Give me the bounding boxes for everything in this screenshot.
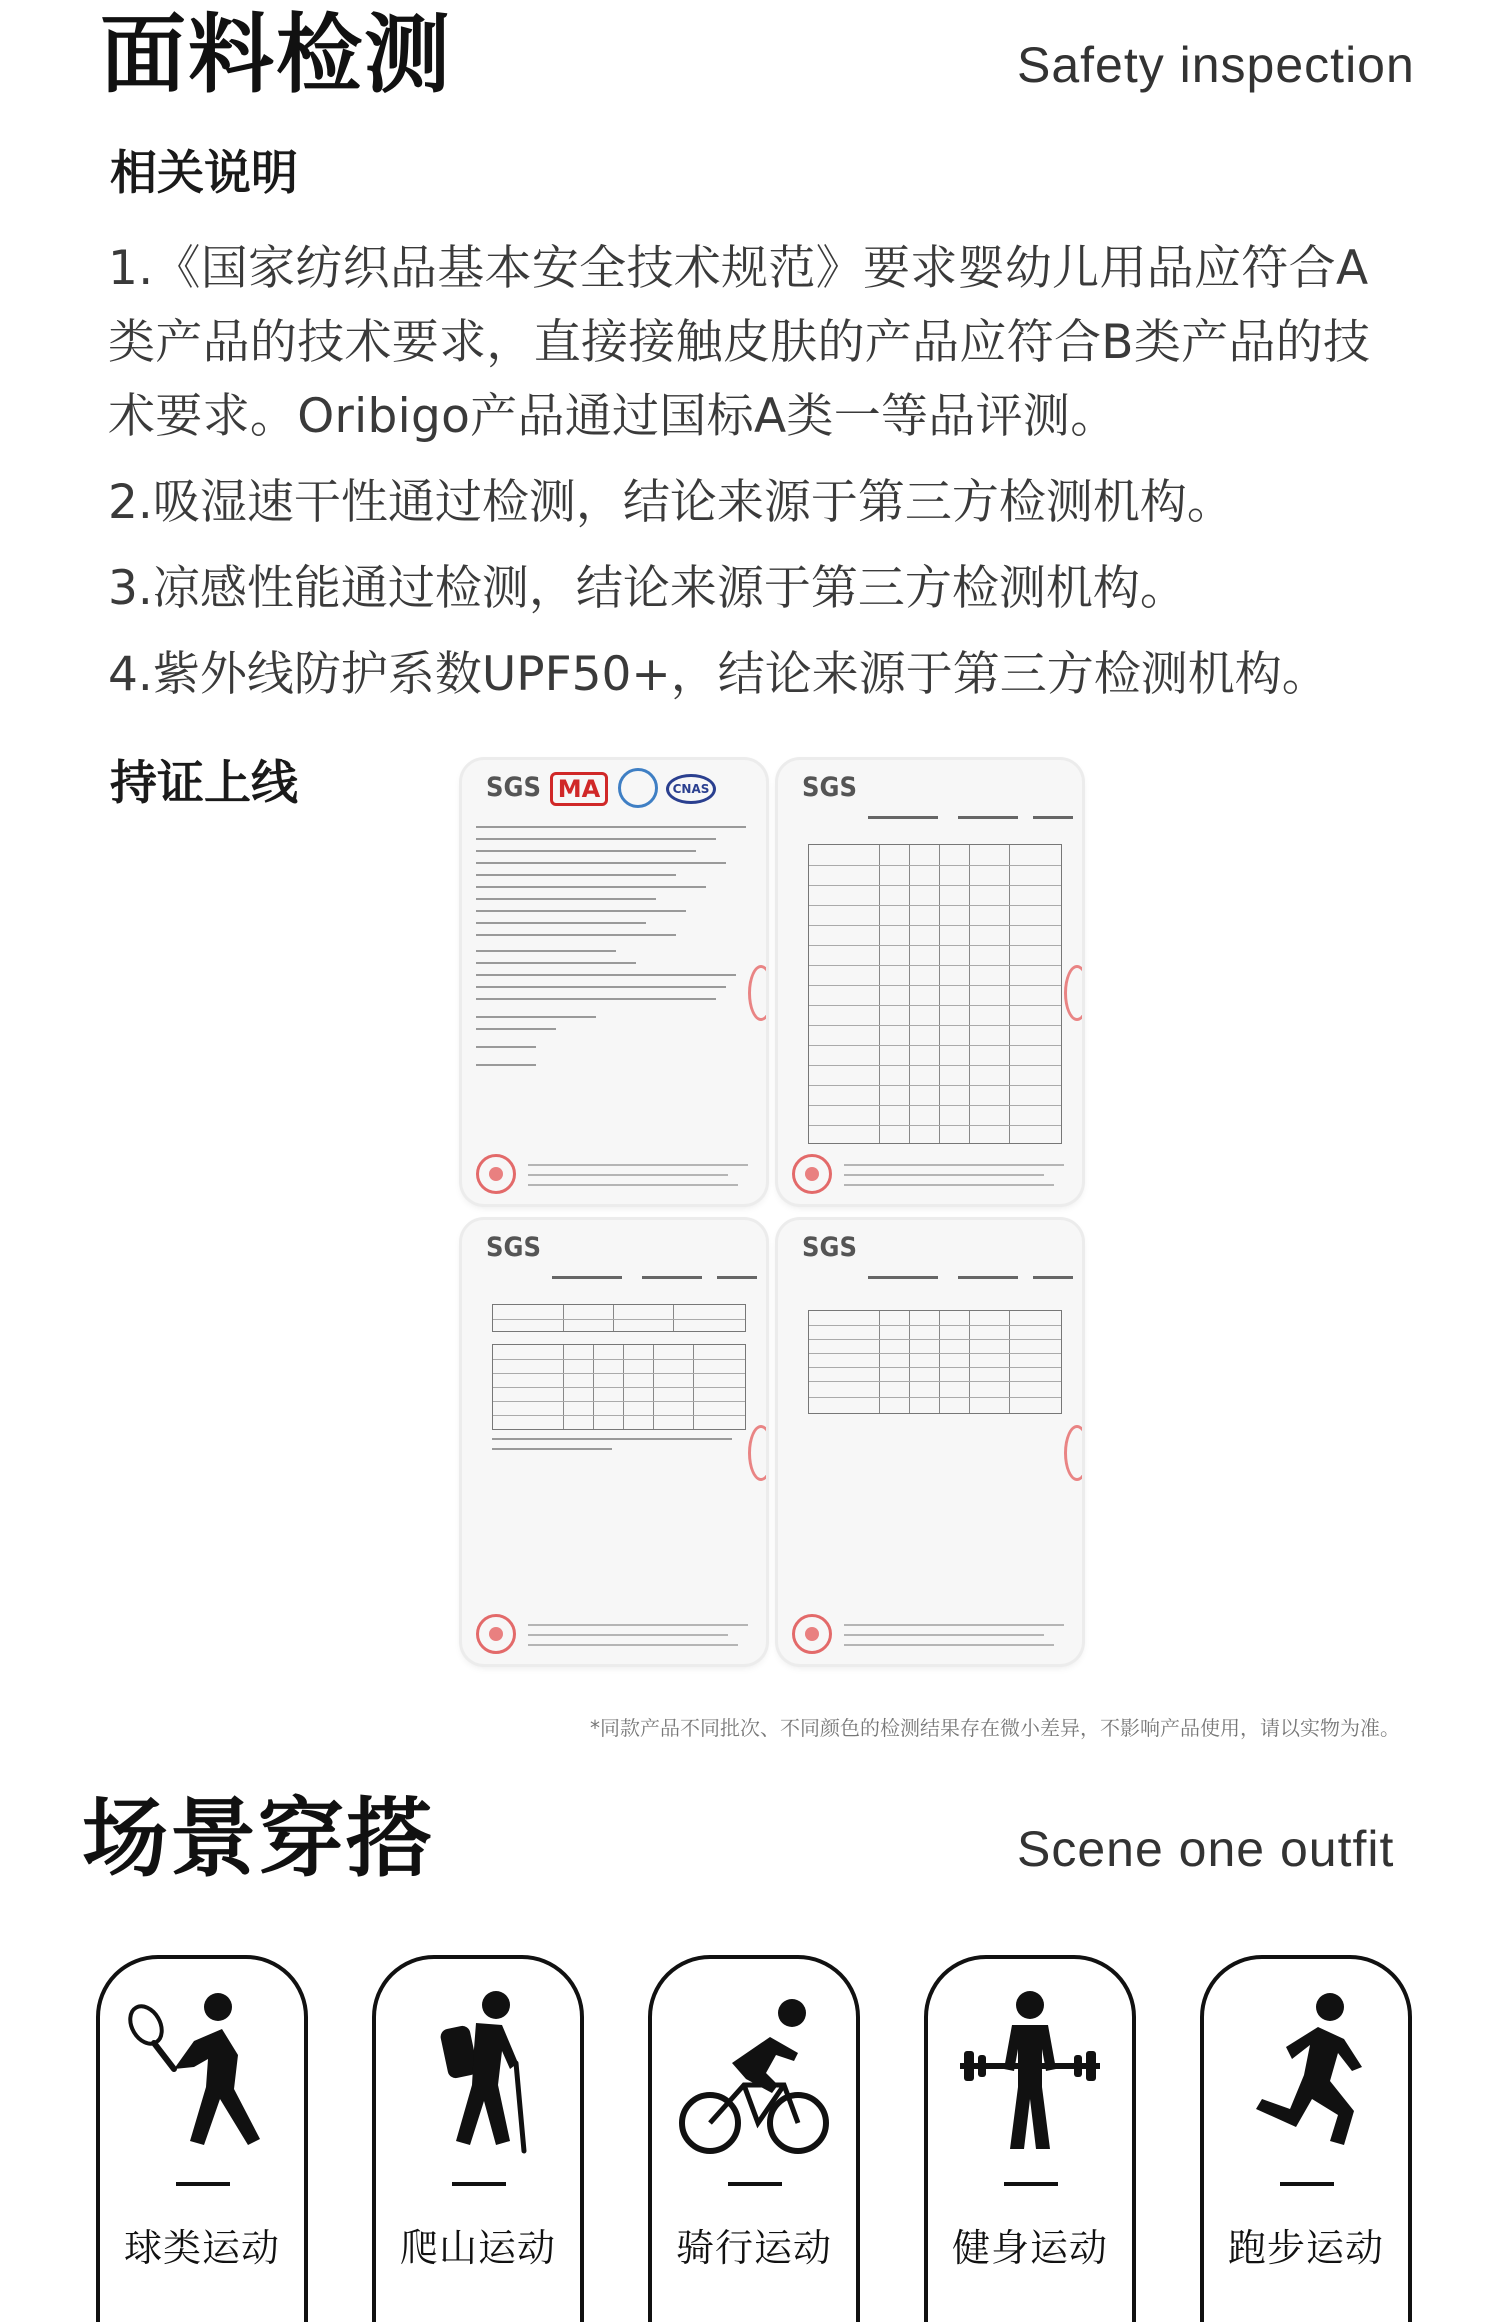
scene-card-fitness: [924, 1955, 1136, 2322]
certs-heading: 持证上线: [110, 756, 298, 811]
scene-section-subtitle: Scene one outfit: [1017, 1821, 1395, 1877]
report-table: [492, 1344, 746, 1430]
report-table: [808, 1310, 1062, 1414]
note-item-4: 4.紫外线防护系数UPF50+，结论来源于第三方检测机构。: [108, 647, 1329, 702]
scene-card-label: 爬山运动: [399, 2226, 556, 2270]
sgs-logo: SGS: [486, 772, 541, 803]
scene-card-running: [1200, 1955, 1412, 2322]
sgs-logo: SGS: [802, 1232, 857, 1263]
note-item-3: 3.凉感性能通过检测，结论来源于第三方检测机构。: [108, 561, 1187, 616]
cnas-badge: CNAS: [666, 774, 716, 804]
notes-heading: 相关说明: [110, 146, 298, 201]
note-item-1: 1.《国家纺织品基本安全技术规范》要求婴幼儿用品应符合A类产品的技术要求，直接接触皮肤的产品应符合B类产品的技术要求。Oribigo产品通过国标A类一等品评测。: [108, 241, 1371, 444]
scene-card-hiking: [372, 1955, 584, 2322]
red-stamp: [748, 965, 766, 1021]
scene-card-label: 健身运动: [951, 2226, 1108, 2270]
test-report-1: [462, 760, 766, 1204]
cyclist-icon: [674, 1989, 834, 2164]
hiker-icon: [398, 1989, 558, 2164]
sgs-logo: SGS: [802, 772, 857, 803]
tennis-player-icon: [122, 1989, 282, 2164]
note-item-2: 2.吸湿速干性通过检测，结论来源于第三方检测机构。: [108, 475, 1234, 530]
disclaimer-note: *同款产品不同批次、不同颜色的检测结果存在微小差异，不影响产品使用，请以实物为准。: [590, 1716, 1400, 1740]
scene-card-label: 跑步运动: [1227, 2226, 1384, 2270]
scene-card-ball-sports: [96, 1955, 308, 2322]
sgs-logo: SGS: [486, 1232, 541, 1263]
fabric-section-title: 面料检测: [100, 5, 452, 105]
runner-icon: [1226, 1989, 1386, 2164]
red-stamp: [1064, 965, 1082, 1021]
ilac-mra-icon: [618, 768, 658, 808]
scene-card-label: 骑行运动: [675, 2226, 832, 2270]
report-table: [492, 1304, 746, 1332]
report-table: [808, 844, 1062, 1144]
fabric-section-subtitle: Safety inspection: [1017, 37, 1415, 93]
red-stamp: [748, 1425, 766, 1481]
official-seal-icon: [476, 1614, 516, 1654]
official-seal-icon: [476, 1154, 516, 1194]
ma-badge: MA: [550, 772, 608, 806]
test-reports-grid: [462, 760, 1102, 1675]
scene-card-cycling: [648, 1955, 860, 2322]
notes-list: [108, 232, 1408, 724]
test-report-4: [778, 1220, 1082, 1664]
weightlifter-icon: [950, 1989, 1110, 2164]
scene-card-label: 球类运动: [123, 2226, 280, 2270]
scene-cards: [96, 1955, 1416, 2322]
test-report-2: [778, 760, 1082, 1204]
official-seal-icon: [792, 1614, 832, 1654]
accreditation-badges: [550, 768, 750, 812]
official-seal-icon: [792, 1154, 832, 1194]
red-stamp: [1064, 1425, 1082, 1481]
test-report-3: [462, 1220, 766, 1664]
scene-section-title: 场景穿搭: [82, 1789, 434, 1889]
